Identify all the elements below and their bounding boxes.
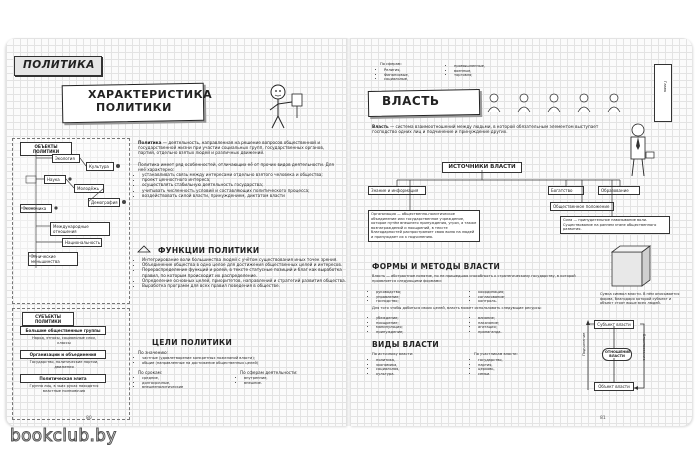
list-item: • согласование;	[478, 295, 505, 300]
organization-box: Организация — общественно-политическое объединение или государственное учреждение, которое путём внешнего принуждения, угроз, а также вознаграждений и поощрений, в тексте благодарностей распространяет свою волю на людей и принуждает их к подчинению.	[368, 210, 480, 242]
force-box: Сила — принудительное навязывание воли. Существование на раннем этапе общественного развития.	[560, 216, 670, 234]
side-tab: Глава	[654, 64, 672, 122]
hand-icon	[136, 244, 154, 256]
image-caption: Сумка символ власти. В нём описывается форма, благодаря которой субъект и объект стоят выше всех людей.	[600, 292, 680, 306]
list-item: • социальная,	[376, 367, 399, 372]
list-item: • церковь,	[478, 367, 503, 372]
relation-arrows	[350, 38, 692, 426]
list-item: • Интегрирование воли большинства людей с учётом существования иных точек зрения.	[142, 257, 348, 262]
source-item: Общественное положение	[550, 202, 614, 211]
object-item: Демография	[88, 198, 120, 207]
list-item: • воздействовать силой власти, принуждением, диктатом власти	[142, 193, 348, 198]
list-item: • поощрение;	[376, 321, 403, 326]
list-item: • долгосрочные,	[142, 381, 232, 386]
object-item: Национальность	[62, 238, 102, 247]
list-item: • убеждение;	[376, 316, 403, 321]
features-intro: Политика имеет ряд особенностей, отличающих её от прочих видов деятельности. Для неё характерно:	[138, 162, 334, 173]
subject-title: Большие общественные группы	[20, 326, 106, 335]
list-item: • влияние;	[478, 316, 502, 321]
list-item: • Определение основных целей, приоритетов, направлений и стратегий развития общества.	[142, 278, 348, 283]
list-item: • осуществлять стабильную деятельность государства;	[142, 182, 348, 187]
list-item: • устанавливать связь между интересами отдельно взятого человека и общества;	[142, 172, 348, 177]
goals-header: ЦЕЛИ ПОЛИТИКИ	[152, 338, 233, 347]
list-item: • координация;	[478, 290, 505, 295]
list-item: • контроль.	[478, 299, 505, 304]
list-item: • управление;	[376, 295, 401, 300]
goals-intro-right: По сферам деятельности:	[240, 370, 298, 375]
list-item: • промышленные,	[454, 64, 485, 69]
subject-node: Субъект власти	[594, 320, 634, 329]
list-item: • Религия,	[384, 68, 409, 73]
right-label: Властвование	[642, 334, 646, 361]
list-item: • наказание;	[478, 321, 502, 326]
page-number: 81	[600, 416, 606, 421]
right-page	[350, 38, 692, 426]
object-item: Экономика	[20, 204, 52, 213]
goals-list-left	[132, 356, 342, 365]
list-item: • средние,	[142, 376, 232, 381]
list-item: • манипуляция;	[376, 325, 403, 330]
definition	[138, 140, 338, 156]
list-item: • культура.	[376, 372, 399, 377]
source-item: Богатство	[548, 186, 584, 195]
list-item: • пропаганда.	[478, 330, 502, 335]
stick-figure-icon	[268, 84, 308, 132]
list-item: • Объединение общества в одно целое для достижения общественных целей и интересов.	[142, 262, 348, 267]
goals-list-right	[234, 376, 334, 385]
list-item: • внешнеполитические	[142, 385, 232, 390]
top-intro: По сферам:	[380, 62, 402, 66]
subject-text: Народ, этносы, социальные слои, классы	[32, 336, 96, 345]
list-item: • руководство;	[376, 290, 401, 295]
goals-list-left2	[132, 376, 232, 390]
object-item: Международные отношения	[50, 222, 110, 236]
list-item: • Финансовые,	[384, 73, 409, 78]
list-item: • семьи.	[478, 372, 503, 377]
methods-intro: Для того чтобы добиться своих целей, власть может использовать следующие ресурсы:	[372, 306, 542, 310]
subject-title: Политическая элита	[20, 374, 106, 383]
subjects-header: СУБЪЕКТЫ ПОЛИТИКИ	[22, 312, 74, 326]
list-item: • Выработка программ для всех правил поведения в обществе.	[142, 283, 348, 288]
list-item: • принуждение;	[376, 330, 403, 335]
types-header: ВИДЫ ВЛАСТИ	[372, 340, 440, 349]
list-item: • внешние.	[244, 381, 334, 386]
list-item: • партия,	[478, 363, 503, 368]
list-item: • учитывать численность условий и составляющих политического процесса;	[142, 188, 348, 193]
page-number: 80	[86, 416, 92, 421]
features-list	[132, 172, 348, 198]
list-item: • частные (удовлетворение конкретных пожеланий власти);	[142, 356, 342, 361]
types-intro-1: По источнику власти:	[372, 352, 414, 356]
list-item: • государство,	[478, 358, 503, 363]
book-spread	[6, 38, 692, 426]
definition-term: Власть	[372, 124, 389, 129]
goals-intro-left: По значению:	[138, 350, 169, 355]
left-label: Подчинение	[582, 332, 586, 356]
source-item: Знание и информация	[368, 186, 426, 195]
source-item: Образование	[598, 186, 640, 195]
center-node: ОТНОШЕНИЕ ВЛАСТИ	[602, 348, 632, 361]
list-item: • социальные,	[384, 77, 409, 82]
subject-text: Государство, политические партии, движения	[29, 360, 99, 369]
definition-text: — деятельность, направленная на решение вопросов общественной и государственной жизни при участии социальных групп, государственных органов, партий, отдельно взятых людей и различных движений.	[138, 140, 325, 156]
watermark: bookclub.by	[10, 426, 117, 446]
chapter-tab-title: ПОЛИТИКА	[23, 59, 95, 71]
list-item: • общие (направленные на достижение общественных целей)	[142, 361, 342, 366]
object-item: Молодёжь	[74, 184, 104, 193]
list-item: • политика,	[376, 358, 399, 363]
functions-header: ФУНКЦИИ ПОЛИТИКИ	[158, 246, 260, 255]
definition-term: Политика	[138, 140, 162, 145]
list-item: • торговля;	[454, 73, 485, 78]
page-title: ВЛАСТЬ	[382, 94, 440, 108]
objects-header: ОБЪЕКТЫ ПОЛИТИКИ	[20, 142, 72, 156]
object-item: Этнические меньшинства	[28, 252, 78, 266]
forms-header: ФОРМЫ И МЕТОДЫ ВЛАСТИ	[372, 262, 501, 271]
list-item: • экономика,	[376, 363, 399, 368]
object-node: Объект власти	[594, 382, 634, 391]
list-item: • агитация;	[478, 325, 502, 330]
object-item: Наука	[44, 175, 66, 184]
object-item: Культура	[86, 162, 114, 171]
subject-text: Группа лиц, в чьих руках находятся властные полномочия	[29, 384, 99, 393]
forms-intro: Власть — абстрактное понятие, но не пришедшая способность к стратегическому государству, в которой проявляется следующими формами:	[372, 274, 576, 283]
functions-list	[132, 257, 348, 288]
object-item: Экология	[52, 154, 80, 163]
left-page	[6, 38, 348, 426]
subject-title: Организации и объединения	[20, 350, 106, 359]
sources-header: ИСТОЧНИКИ ВЛАСТИ	[442, 162, 522, 173]
goals-intro-left2: По срокам:	[138, 370, 163, 375]
definition-text: — система взаимоотношений между людьми, в которой обязательным элементом выступает господство одних лиц и подчинение и принуждение других.	[372, 124, 599, 135]
list-item: • господство;	[376, 299, 401, 304]
types-intro-2: По участникам власти:	[474, 352, 518, 356]
list-item: • внутренние,	[244, 376, 334, 381]
list-item: • военные,	[454, 69, 485, 74]
list-item: • проект ценностного интереса;	[142, 177, 348, 182]
objects-connectors	[6, 38, 136, 298]
page-title: ХАРАКТЕРИСТИКА ПОЛИТИКИ	[88, 88, 213, 114]
list-item: • Перераспределение функций и ролей, в тексте статусные позиций и благ как выработка правил, по которым происходит их распределение.	[142, 267, 348, 277]
